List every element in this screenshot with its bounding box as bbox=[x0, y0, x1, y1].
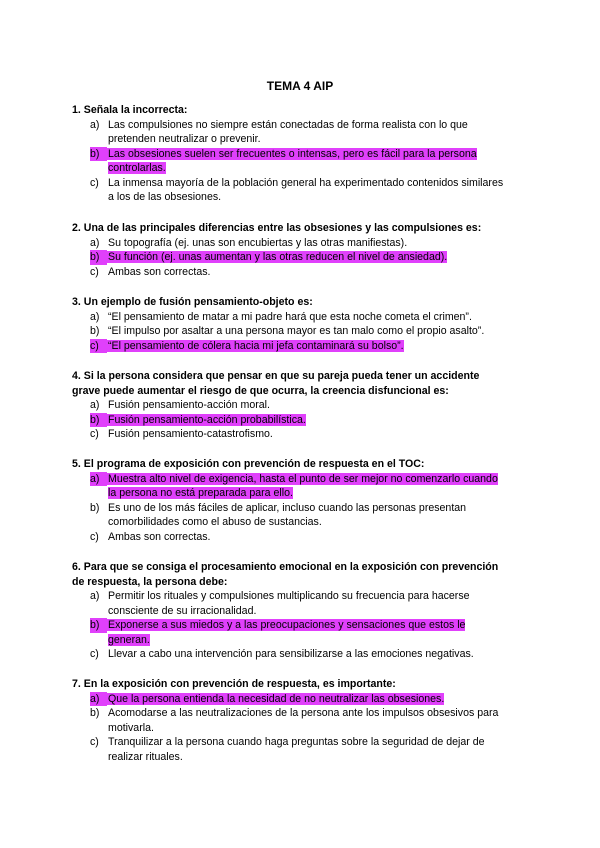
page-title: TEMA 4 AIP bbox=[266, 79, 334, 93]
option-letter: a) bbox=[90, 310, 100, 323]
answer-option bbox=[72, 618, 532, 647]
option-letter: a) bbox=[90, 472, 107, 487]
option-letter: a) bbox=[90, 692, 107, 707]
question-6 bbox=[72, 560, 532, 662]
option-text: Ambas son correctas. bbox=[108, 265, 211, 278]
option-letter: a) bbox=[90, 118, 100, 131]
option-text: a los de las obsesiones. bbox=[108, 191, 222, 203]
option-letter: a) bbox=[90, 236, 100, 249]
answer-option bbox=[72, 310, 532, 325]
answer-option bbox=[72, 265, 532, 280]
question-number: 7. bbox=[72, 678, 81, 690]
option-list bbox=[72, 310, 532, 354]
option-letter: a) bbox=[90, 590, 100, 602]
highlighted-option-text: la persona no está preparada para ello. bbox=[108, 487, 293, 499]
answer-option bbox=[72, 735, 532, 764]
question-text bbox=[72, 677, 532, 692]
question-number: 3. bbox=[72, 296, 81, 308]
answer-option bbox=[72, 589, 532, 618]
answer-option bbox=[72, 176, 532, 205]
option-list bbox=[72, 398, 532, 442]
option-text: Es uno de los más fáciles de aplicar, incluso cuando las personas presentan bbox=[108, 501, 467, 514]
answer-option bbox=[72, 398, 532, 413]
option-text: Tranquilizar a la persona cuando haga preguntas sobre la seguridad de dejar de bbox=[108, 736, 485, 748]
option-letter: b) bbox=[90, 413, 107, 428]
question-label: Una de las principales diferencias entre las obsesiones y las compulsiones es: bbox=[83, 222, 482, 234]
question-label: Señala la incorrecta: bbox=[83, 104, 188, 116]
option-text: comorbilidades como el abuso de sustancias. bbox=[108, 516, 322, 528]
option-text: “El pensamiento de matar a mi padre hará que esta noche cometa el crimen”. bbox=[108, 310, 472, 323]
question-7 bbox=[72, 677, 532, 764]
answer-option bbox=[72, 339, 532, 354]
answer-option bbox=[72, 501, 532, 530]
option-letter: b) bbox=[90, 250, 107, 265]
answer-option bbox=[72, 147, 532, 176]
question-1 bbox=[72, 103, 532, 205]
question-text-line: 4. Si la persona considera que pensar en que su pareja pueda tener un accidente bbox=[72, 370, 480, 382]
question-label: En la exposición con prevención de respuesta, es importante: bbox=[83, 678, 396, 690]
highlighted-option-text: Que la persona entienda la necesidad de no neutralizar las obsesiones. bbox=[108, 692, 532, 707]
option-letter: c) bbox=[90, 265, 99, 278]
answer-option bbox=[72, 250, 532, 265]
highlighted-option-text: Fusión pensamiento-acción probabilística. bbox=[108, 413, 532, 428]
option-text: Permitir los rituales y compulsiones multiplicando su frecuencia para hacerse bbox=[108, 590, 470, 602]
answer-option bbox=[72, 692, 532, 707]
question-number: 1. bbox=[72, 104, 81, 116]
option-text: Fusión pensamiento-catastrofismo. bbox=[108, 428, 273, 440]
question-5 bbox=[72, 457, 532, 544]
highlighted-option-text: Su función (ej. unas aumentan y las otras reducen el nivel de ansiedad). bbox=[108, 250, 532, 265]
answer-option bbox=[72, 236, 532, 251]
option-list bbox=[72, 118, 532, 205]
question-label: El programa de exposición con prevención de respuesta en el TOC: bbox=[83, 458, 425, 470]
question-text bbox=[72, 221, 532, 236]
answer-option bbox=[72, 706, 532, 735]
option-text: pretenden neutralizar o prevenir. bbox=[108, 133, 261, 145]
option-text: motivarla. bbox=[108, 721, 154, 734]
question-2 bbox=[72, 221, 532, 279]
question-number: 5. bbox=[72, 458, 81, 470]
option-letter: b) bbox=[90, 325, 100, 337]
question-text bbox=[72, 457, 532, 472]
answer-option bbox=[72, 413, 532, 428]
option-letter: c) bbox=[90, 736, 99, 748]
option-letter: c) bbox=[90, 648, 99, 660]
question-text-line: grave puede aumentar el riesgo de que ocurra, la creencia disfuncional es: bbox=[72, 384, 449, 397]
option-list bbox=[72, 472, 532, 545]
option-letter: c) bbox=[90, 530, 99, 543]
highlighted-option-text: Exponerse a sus miedos y a las preocupaciones y sensaciones que estos le bbox=[108, 618, 532, 633]
option-text: “El impulso por asaltar a una persona mayor es tan malo como el propio asalto”. bbox=[108, 325, 485, 337]
option-list bbox=[72, 692, 532, 765]
option-letter: c) bbox=[90, 339, 107, 354]
option-letter: c) bbox=[90, 428, 99, 440]
question-text bbox=[72, 295, 532, 310]
highlighted-option-text: Muestra alto nivel de exigencia, hasta el punto de ser mejor no comenzarlo cuando bbox=[108, 472, 532, 487]
question-text bbox=[72, 103, 532, 118]
option-text: La inmensa mayoría de la población general ha experimentado contenidos similares bbox=[108, 176, 504, 189]
option-list bbox=[72, 589, 532, 662]
question-label: Un ejemplo de fusión pensamiento-objeto es: bbox=[83, 296, 313, 308]
option-text: Su topografía (ej. unas son encubiertas y las otras manifiestas). bbox=[108, 236, 408, 249]
question-4 bbox=[72, 369, 532, 442]
highlighted-option-text: controlarlas. bbox=[108, 162, 166, 174]
question-3 bbox=[72, 295, 532, 353]
option-text: Acomodarse a las neutralizaciones de la persona ante los impulsos obsesivos para bbox=[108, 707, 499, 719]
question-text-line: 6. Para que se consiga el procesamiento emocional en la exposición con prevención bbox=[72, 561, 499, 573]
answer-option bbox=[72, 324, 532, 339]
option-text: Llevar a cabo una intervención para sensibilizarse a las emociones negativas. bbox=[108, 648, 474, 660]
highlighted-option-text: generan. bbox=[108, 633, 150, 646]
answer-option bbox=[72, 647, 532, 662]
option-list bbox=[72, 236, 532, 280]
question-number: 2. bbox=[72, 222, 81, 234]
option-text: Fusión pensamiento-acción moral. bbox=[108, 399, 270, 411]
option-letter: b) bbox=[90, 707, 100, 719]
answer-option bbox=[72, 118, 532, 147]
answer-option bbox=[72, 472, 532, 501]
question-text bbox=[72, 369, 532, 398]
option-text: Ambas son correctas. bbox=[108, 530, 211, 543]
answer-option bbox=[72, 427, 532, 442]
option-text: realizar rituales. bbox=[108, 750, 183, 763]
option-letter: c) bbox=[90, 176, 99, 189]
option-letter: b) bbox=[90, 147, 107, 162]
question-text bbox=[72, 560, 532, 589]
highlighted-option-text: Las obsesiones suelen ser frecuentes o intensas, pero es fácil para la persona bbox=[108, 147, 532, 162]
option-letter: a) bbox=[90, 399, 100, 411]
question-text-line: de respuesta, la persona debe: bbox=[72, 575, 228, 588]
option-text: Las compulsiones no siempre están conectadas de forma realista con lo que bbox=[108, 118, 468, 131]
option-letter: b) bbox=[90, 618, 107, 633]
answer-option bbox=[72, 530, 532, 545]
highlighted-option-text: “El pensamiento de cólera hacia mi jefa contaminará su bolso”. bbox=[108, 339, 532, 354]
option-text: consciente de su irracionalidad. bbox=[108, 604, 257, 617]
option-letter: b) bbox=[90, 501, 100, 514]
